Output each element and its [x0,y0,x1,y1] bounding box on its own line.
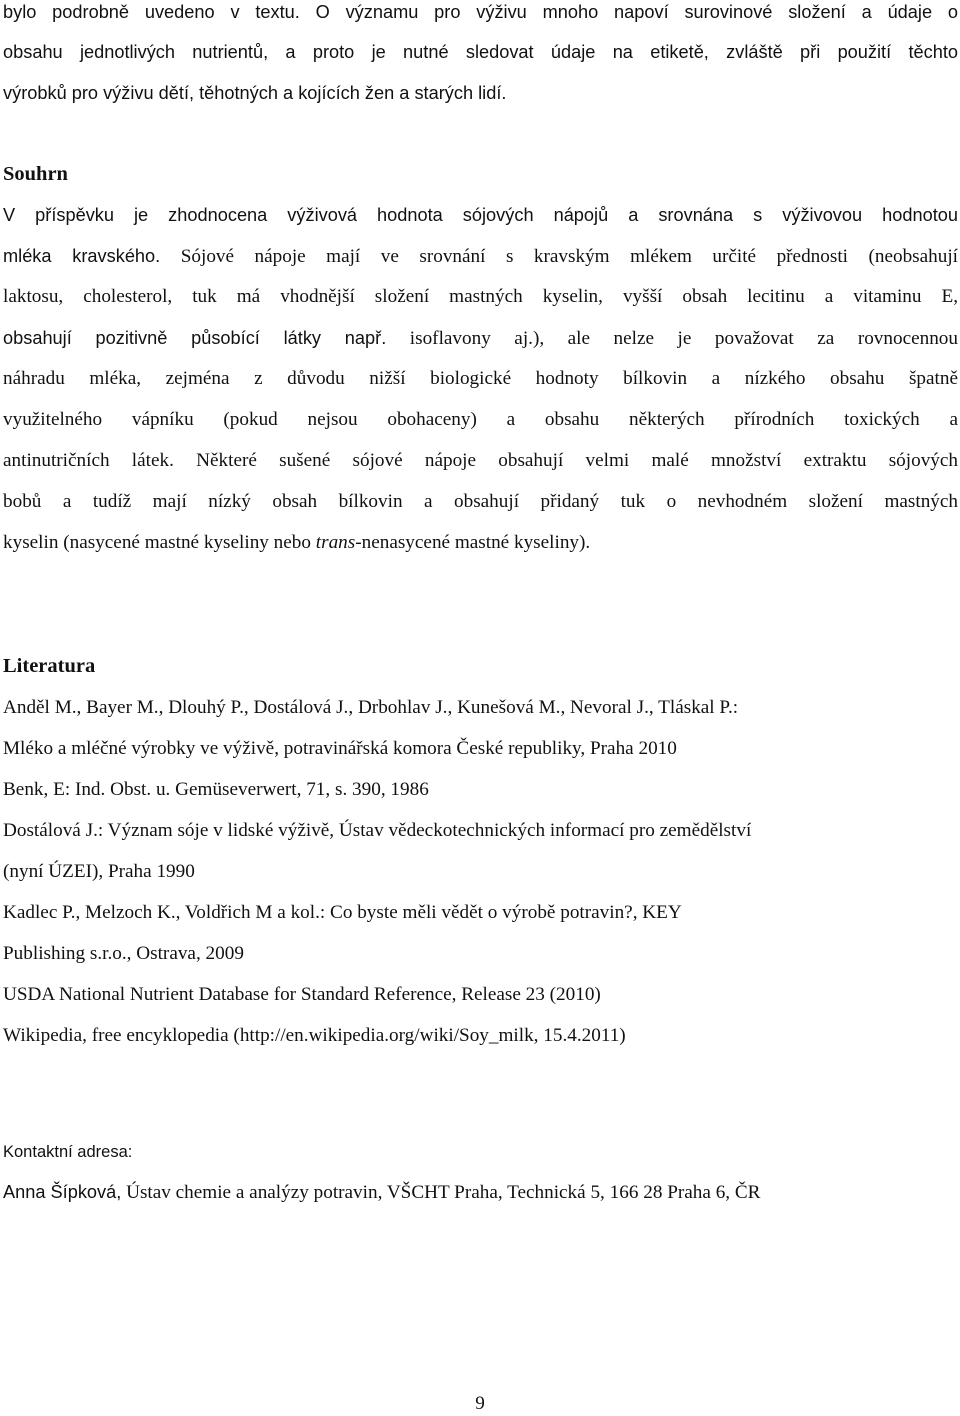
reference-line-8: USDA National Nutrient Database for Standard Reference, Release 23 (2010) [3,984,601,1005]
summary-line-2 [3,244,958,269]
summary-heading: Souhrn [3,163,68,185]
contact-address [3,1180,958,1205]
intro-line-1: bylo podrobně uvedeno v textu. O významu pro výživu mnoho napoví surovinové složení a údaje o [3,2,958,22]
reference-line-1: Anděl M., Bayer M., Dlouhý P., Dostálová J., Drbohlav J., Kunešová M., Nevoral J., Tláskal P.: [3,697,739,718]
reference-line-4: Dostálová J.: Význam sóje v lidské výživě, Ústav vědeckotechnických informací pro zemědělství [3,820,752,841]
summary-line-9 [3,531,958,555]
summary-line-2-sans: mléka kravského. [3,246,161,266]
summary-line-4-sans: obsahují pozitivně působící látky např. [3,328,387,348]
summary-line-2-serif: Sójové nápoje mají ve srovnání s kravským mlékem určité přednosti (neobsahují [160,246,958,267]
intro-line-3: výrobků pro výživu dětí, těhotných a kojících žen a starých lidí. [3,83,507,103]
contact-label: Kontaktní adresa: [3,1143,133,1161]
summary-line-5: náhradu mléka, zejména z důvodu nižší biologické hodnoty bílkovin a nízkého obsahu špatně [3,368,958,389]
references-heading: Literatura [3,655,96,677]
reference-line-2: Mléko a mléčné výrobky ve výživě, potravinářská komora České republiky, Praha 2010 [3,738,677,759]
reference-line-3: Benk, E: Ind. Obst. u. Gemüseverwert, 71, s. 390, 1986 [3,779,429,800]
summary-line-1: V příspěvku je zhodnocena výživová hodnota sójových nápojů a srovnána s výživovou hodnotou [3,205,958,225]
summary-line-4-serif: isoflavony aj.), ale nelze je považovat za rovnocennou [386,328,958,349]
summary-line-4 [3,326,958,351]
intro-line-2: obsahu jednotlivých nutrientů, a proto je nutné sledovat údaje na etiketě, zvláště při použití těchto [3,42,958,62]
summary-line-9-pre: kyselin (nasycené mastné kyseliny nebo [3,532,316,553]
summary-line-9-italic: trans [315,532,356,553]
summary-line-8: bobů a tudíž mají nízký obsah bílkovin a obsahují přidaný tuk o nevhodném složení mastných [3,491,958,512]
summary-line-7: antinutričních látek. Některé sušené sójové nápoje obsahují velmi malé množství extraktu sójových [3,450,958,471]
reference-line-6: Kadlec P., Melzoch K., Voldřich M a kol.: Co byste měli vědět o výrobě potravin?, KEY [3,902,682,923]
summary-line-6: využitelného vápníku (pokud nejsou obohaceny) a obsahu některých přírodních toxických a [3,409,958,430]
reference-line-7: Publishing s.r.o., Ostrava, 2009 [3,943,244,964]
reference-line-9: Wikipedia, free encyklopedia (http://en.wikipedia.org/wiki/Soy_milk, 15.4.2011) [3,1025,626,1046]
summary-line-3: laktosu, cholesterol, tuk má vhodnější složení mastných kyselin, vyšší obsah lecitinu a vitaminu E, [3,286,958,307]
contact-institution: Ústav chemie a analýzy potravin, VŠCHT Praha, Technická 5, 166 28 Praha 6, ČR [121,1182,761,1203]
summary-line-9-post: -nenasycené mastné kyseliny). [355,532,591,553]
reference-line-5: (nyní ÚZEI), Praha 1990 [3,861,195,882]
contact-name: Anna Šípková, [3,1182,122,1202]
page-number: 9 [475,1393,485,1414]
